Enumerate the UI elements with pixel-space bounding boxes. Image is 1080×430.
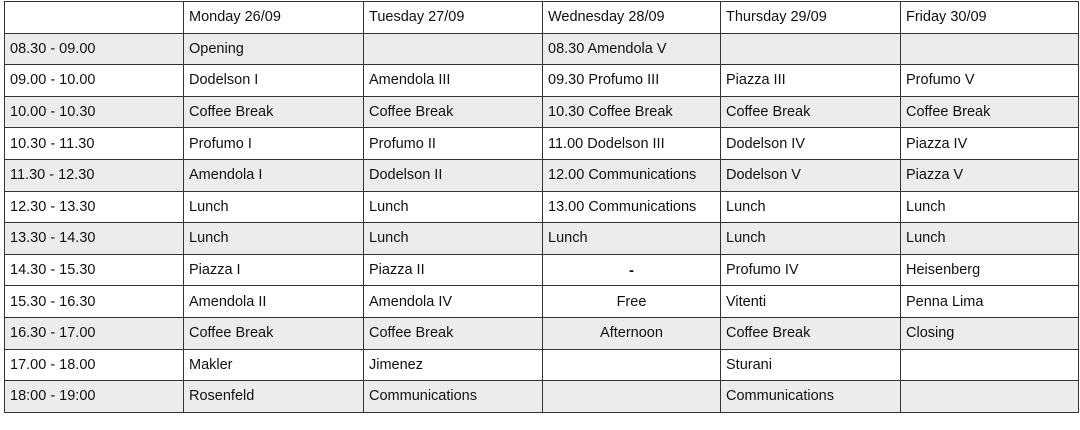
session-cell: Coffee Break	[184, 317, 364, 349]
table-row	[5, 254, 1079, 286]
session-cell: Piazza II	[364, 254, 543, 286]
session-cell: Makler	[184, 349, 364, 381]
session-cell: Dodelson II	[364, 159, 543, 191]
header-day-monday: Monday 26/09	[184, 2, 364, 34]
session-cell: Opening	[184, 33, 364, 65]
header-day-friday: Friday 30/09	[901, 2, 1079, 34]
time-cell: 08.30 - 09.00	[5, 33, 184, 65]
session-cell: 11.00 Dodelson III	[543, 128, 721, 160]
header-time-cell	[5, 2, 184, 34]
session-cell: 12.00 Communications	[543, 159, 721, 191]
session-cell: Jimenez	[364, 349, 543, 381]
session-cell: Vitenti	[721, 286, 901, 318]
session-cell: Afternoon	[543, 317, 721, 349]
table-row	[5, 191, 1079, 223]
session-cell: Coffee Break	[364, 317, 543, 349]
session-cell: Lunch	[721, 223, 901, 255]
session-cell	[901, 381, 1079, 413]
table-row	[5, 381, 1079, 413]
session-cell: Amendola II	[184, 286, 364, 318]
session-cell: Dodelson IV	[721, 128, 901, 160]
session-cell: Amendola I	[184, 159, 364, 191]
session-cell: Piazza III	[721, 65, 901, 97]
table-row	[5, 33, 1079, 65]
session-cell: Lunch	[184, 191, 364, 223]
table-row	[5, 286, 1079, 318]
session-cell: Profumo II	[364, 128, 543, 160]
time-cell: 09.00 - 10.00	[5, 65, 184, 97]
time-cell: 18:00 - 19:00	[5, 381, 184, 413]
session-cell: Lunch	[901, 191, 1079, 223]
session-cell: Free	[543, 286, 721, 318]
time-cell: 14.30 - 15.30	[5, 254, 184, 286]
session-cell: Lunch	[364, 191, 543, 223]
session-cell	[901, 349, 1079, 381]
session-cell: Lunch	[901, 223, 1079, 255]
table-row	[5, 159, 1079, 191]
session-cell: Profumo I	[184, 128, 364, 160]
session-cell: Coffee Break	[721, 96, 901, 128]
session-cell: 08.30 Amendola V	[543, 33, 721, 65]
session-cell: Amendola IV	[364, 286, 543, 318]
session-cell: Communications	[721, 381, 901, 413]
header-day-wednesday: Wednesday 28/09	[543, 2, 721, 34]
session-cell: -	[543, 254, 721, 286]
session-cell: Penna Lima	[901, 286, 1079, 318]
table-row	[5, 96, 1079, 128]
session-cell: Coffee Break	[184, 96, 364, 128]
time-cell: 16.30 - 17.00	[5, 317, 184, 349]
session-cell: 13.00 Communications	[543, 191, 721, 223]
session-cell: Closing	[901, 317, 1079, 349]
header-day-tuesday: Tuesday 27/09	[364, 2, 543, 34]
session-cell: Coffee Break	[901, 96, 1079, 128]
session-cell: Piazza V	[901, 159, 1079, 191]
session-cell: Rosenfeld	[184, 381, 364, 413]
session-cell: Piazza I	[184, 254, 364, 286]
time-cell: 15.30 - 16.30	[5, 286, 184, 318]
table-row	[5, 128, 1079, 160]
table-row	[5, 349, 1079, 381]
session-cell: Lunch	[364, 223, 543, 255]
session-cell: Lunch	[184, 223, 364, 255]
time-cell: 12.30 - 13.30	[5, 191, 184, 223]
header-row	[5, 2, 1079, 34]
session-cell	[543, 381, 721, 413]
session-cell: 10.30 Coffee Break	[543, 96, 721, 128]
session-cell: Amendola III	[364, 65, 543, 97]
session-cell: Coffee Break	[721, 317, 901, 349]
session-cell: Profumo IV	[721, 254, 901, 286]
time-cell: 11.30 - 12.30	[5, 159, 184, 191]
session-cell: Coffee Break	[364, 96, 543, 128]
time-cell: 10.30 - 11.30	[5, 128, 184, 160]
session-cell	[721, 33, 901, 65]
session-cell: 09.30 Profumo III	[543, 65, 721, 97]
session-cell: Lunch	[721, 191, 901, 223]
session-cell: Communications	[364, 381, 543, 413]
time-cell: 17.00 - 18.00	[5, 349, 184, 381]
session-cell	[364, 33, 543, 65]
session-cell: Piazza IV	[901, 128, 1079, 160]
session-cell: Sturani	[721, 349, 901, 381]
session-cell: Lunch	[543, 223, 721, 255]
session-cell	[543, 349, 721, 381]
session-cell	[901, 33, 1079, 65]
table-row	[5, 65, 1079, 97]
table-row	[5, 223, 1079, 255]
session-cell: Heisenberg	[901, 254, 1079, 286]
schedule-table	[4, 1, 1079, 413]
header-day-thursday: Thursday 29/09	[721, 2, 901, 34]
session-cell: Dodelson I	[184, 65, 364, 97]
time-cell: 13.30 - 14.30	[5, 223, 184, 255]
session-cell: Dodelson V	[721, 159, 901, 191]
time-cell: 10.00 - 10.30	[5, 96, 184, 128]
table-row	[5, 317, 1079, 349]
session-cell: Profumo V	[901, 65, 1079, 97]
